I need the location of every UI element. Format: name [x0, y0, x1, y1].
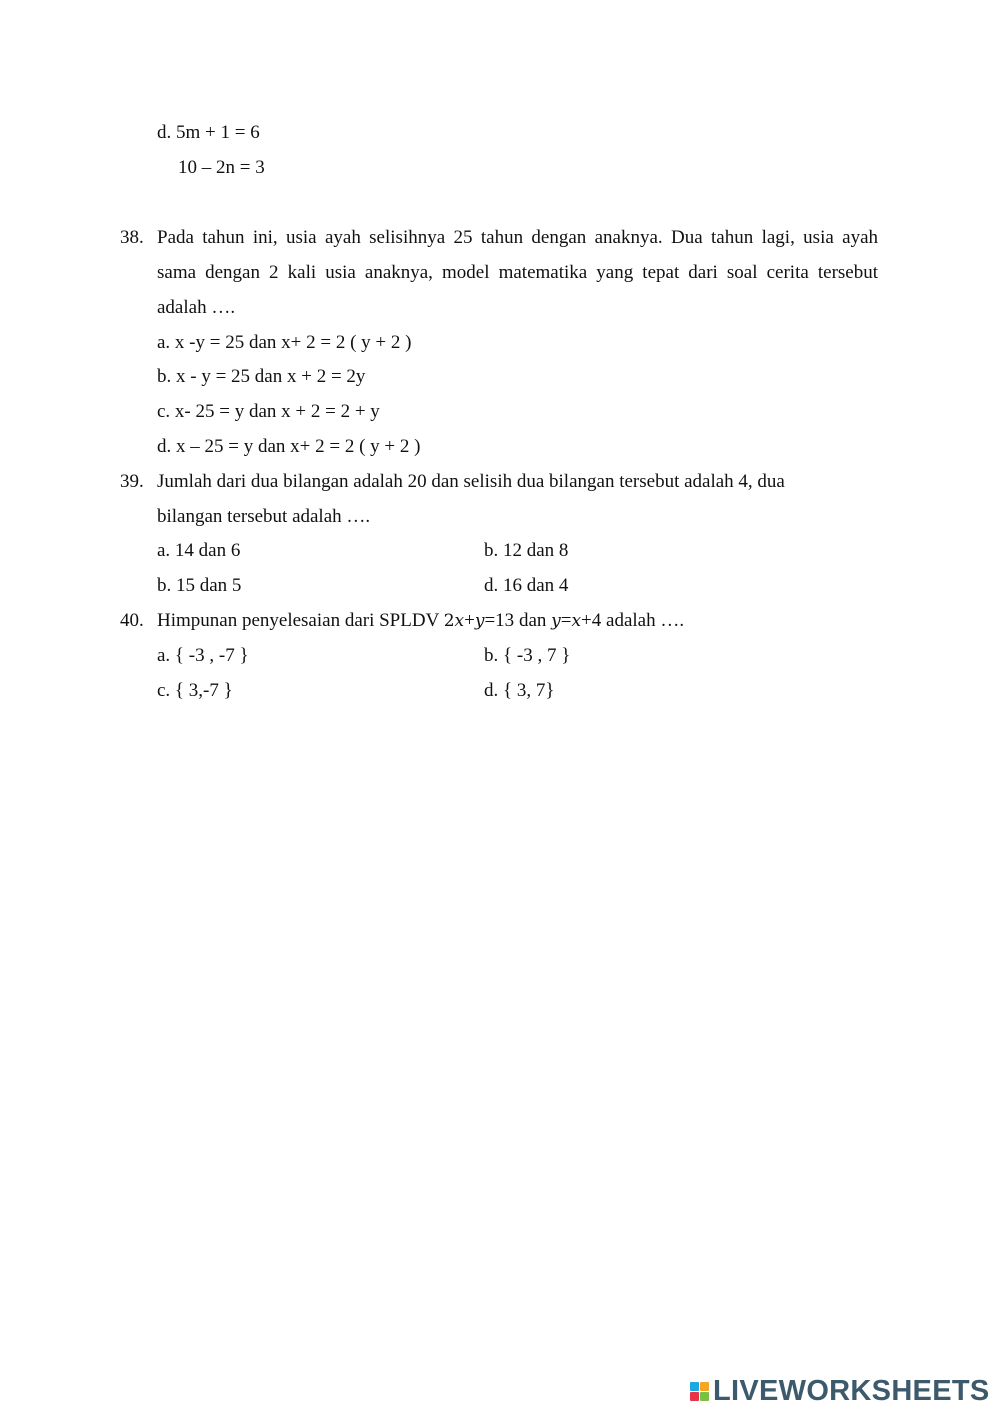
q40-eq1-x: x	[454, 611, 465, 631]
q40-eq2-x: x	[571, 611, 582, 631]
q40-text	[157, 609, 684, 633]
logo-brand-text: LIVEWORKSHEETS	[713, 1374, 990, 1407]
q40-eq2-rest: +4	[581, 610, 602, 631]
logo-square-4	[700, 1392, 709, 1401]
q40-eq2-y: y	[551, 611, 561, 631]
q39-text-line2: bilangan tersebut adalah ….	[157, 506, 371, 527]
q40-text-prefix: Himpunan penyelesaian dari SPLDV	[157, 610, 444, 631]
q40-option-a[interactable]: a. { -3 , -7 }	[157, 645, 249, 666]
logo-squares-icon	[690, 1382, 709, 1401]
logo-square-2	[700, 1382, 709, 1391]
q39-option-a[interactable]: a. 14 dan 6	[157, 540, 241, 561]
q38-text-line3: adalah ….	[157, 297, 236, 318]
prev-option-d-line1: d. 5m + 1 = 6	[157, 122, 260, 143]
q40-option-c[interactable]: c. { 3,-7 }	[157, 680, 233, 701]
logo-square-1	[690, 1382, 699, 1391]
q38-option-b[interactable]: b. x - y = 25 dan x + 2 = 2y	[157, 366, 366, 387]
q40-eq1-y: y	[474, 611, 485, 631]
q38-text-line1: Pada tahun ini, usia ayah selisihnya 25 tahun dengan anaknya. Dua tahun lagi, usia ayah	[157, 227, 878, 248]
q40-text-suffix: adalah ….	[601, 610, 685, 631]
prev-option-d-line2: 10 – 2n = 3	[178, 157, 265, 178]
q39-text-line1: Jumlah dari dua bilangan adalah 20 dan selisih dua bilangan tersebut adalah 4, dua	[157, 471, 785, 492]
q40-eq1-rest: =13	[484, 610, 515, 631]
q39-option-b[interactable]: b. 12 dan 8	[484, 540, 569, 561]
q40-eq2-eq: =	[560, 610, 572, 631]
q38-number: 38.	[120, 227, 144, 248]
q38-text-line2: sama dengan 2 kali usia anaknya, model matematika yang tepat dari soal cerita tersebut	[157, 262, 878, 283]
q40-eq1-plus: +	[464, 610, 475, 631]
q40-number: 40.	[120, 610, 144, 631]
q40-text-mid: dan	[514, 610, 552, 631]
q38-option-c[interactable]: c. x- 25 = y dan x + 2 = 2 + y	[157, 401, 380, 422]
liveworksheets-logo	[690, 1374, 990, 1408]
q39-option-c[interactable]: b. 15 dan 5	[157, 575, 242, 596]
q38-option-a[interactable]: a. x -y = 25 dan x+ 2 = 2 ( y + 2 )	[157, 332, 412, 353]
q39-option-d[interactable]: d. 16 dan 4	[484, 575, 569, 596]
q39-number: 39.	[120, 471, 144, 492]
q40-option-b[interactable]: b. { -3 , 7 }	[484, 645, 571, 666]
q38-option-d[interactable]: d. x – 25 = y dan x+ 2 = 2 ( y + 2 )	[157, 436, 421, 457]
q40-eq1-coef: 2	[443, 611, 455, 631]
logo-square-3	[690, 1392, 699, 1401]
q40-option-d[interactable]: d. { 3, 7}	[484, 680, 555, 701]
